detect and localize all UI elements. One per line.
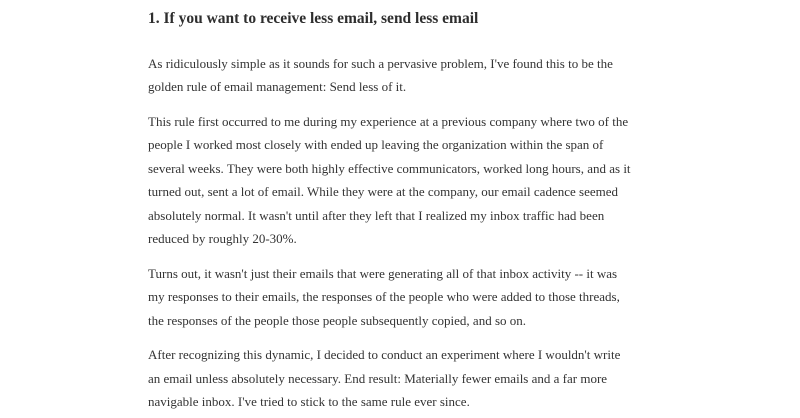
- paragraph-turns-out: Turns out, it wasn't just their emails that were generating all of that inbox activity -- it was my responses to their emails, the responses of the people who were added to those threads, the responses of the people those people subsequently copied, and so on.: [148, 265, 620, 328]
- paragraph-previous-company: This rule first occurred to me during my experience at a previous company where two of the people I worked most closely with ended up leaving the organization within the span of several weeks. They were both highly effective communicators, worked long hours, and as it turned out, sent a lot of email. While they were at the company, our email cadence seemed absolutely normal. It wasn't until after they left that I realized my inbox traffic had been reduced by roughly 20-30%.: [148, 113, 631, 246]
- paragraph-golden-rule: As ridiculously simple as it sounds for such a pervasive problem, I've found this to be the golden rule of email management: Send less of it.: [148, 55, 613, 94]
- section-heading: 1. If you want to receive less email, send less email: [148, 10, 479, 27]
- paragraph-experiment: After recognizing this dynamic, I decided to conduct an experiment where I wouldn't write an email unless absolutely necessary. End result: Materially fewer emails and a far more navigable inbox. I've tried to stick to the same rule ever since.: [148, 347, 621, 409]
- article-body: [148, 7, 634, 414]
